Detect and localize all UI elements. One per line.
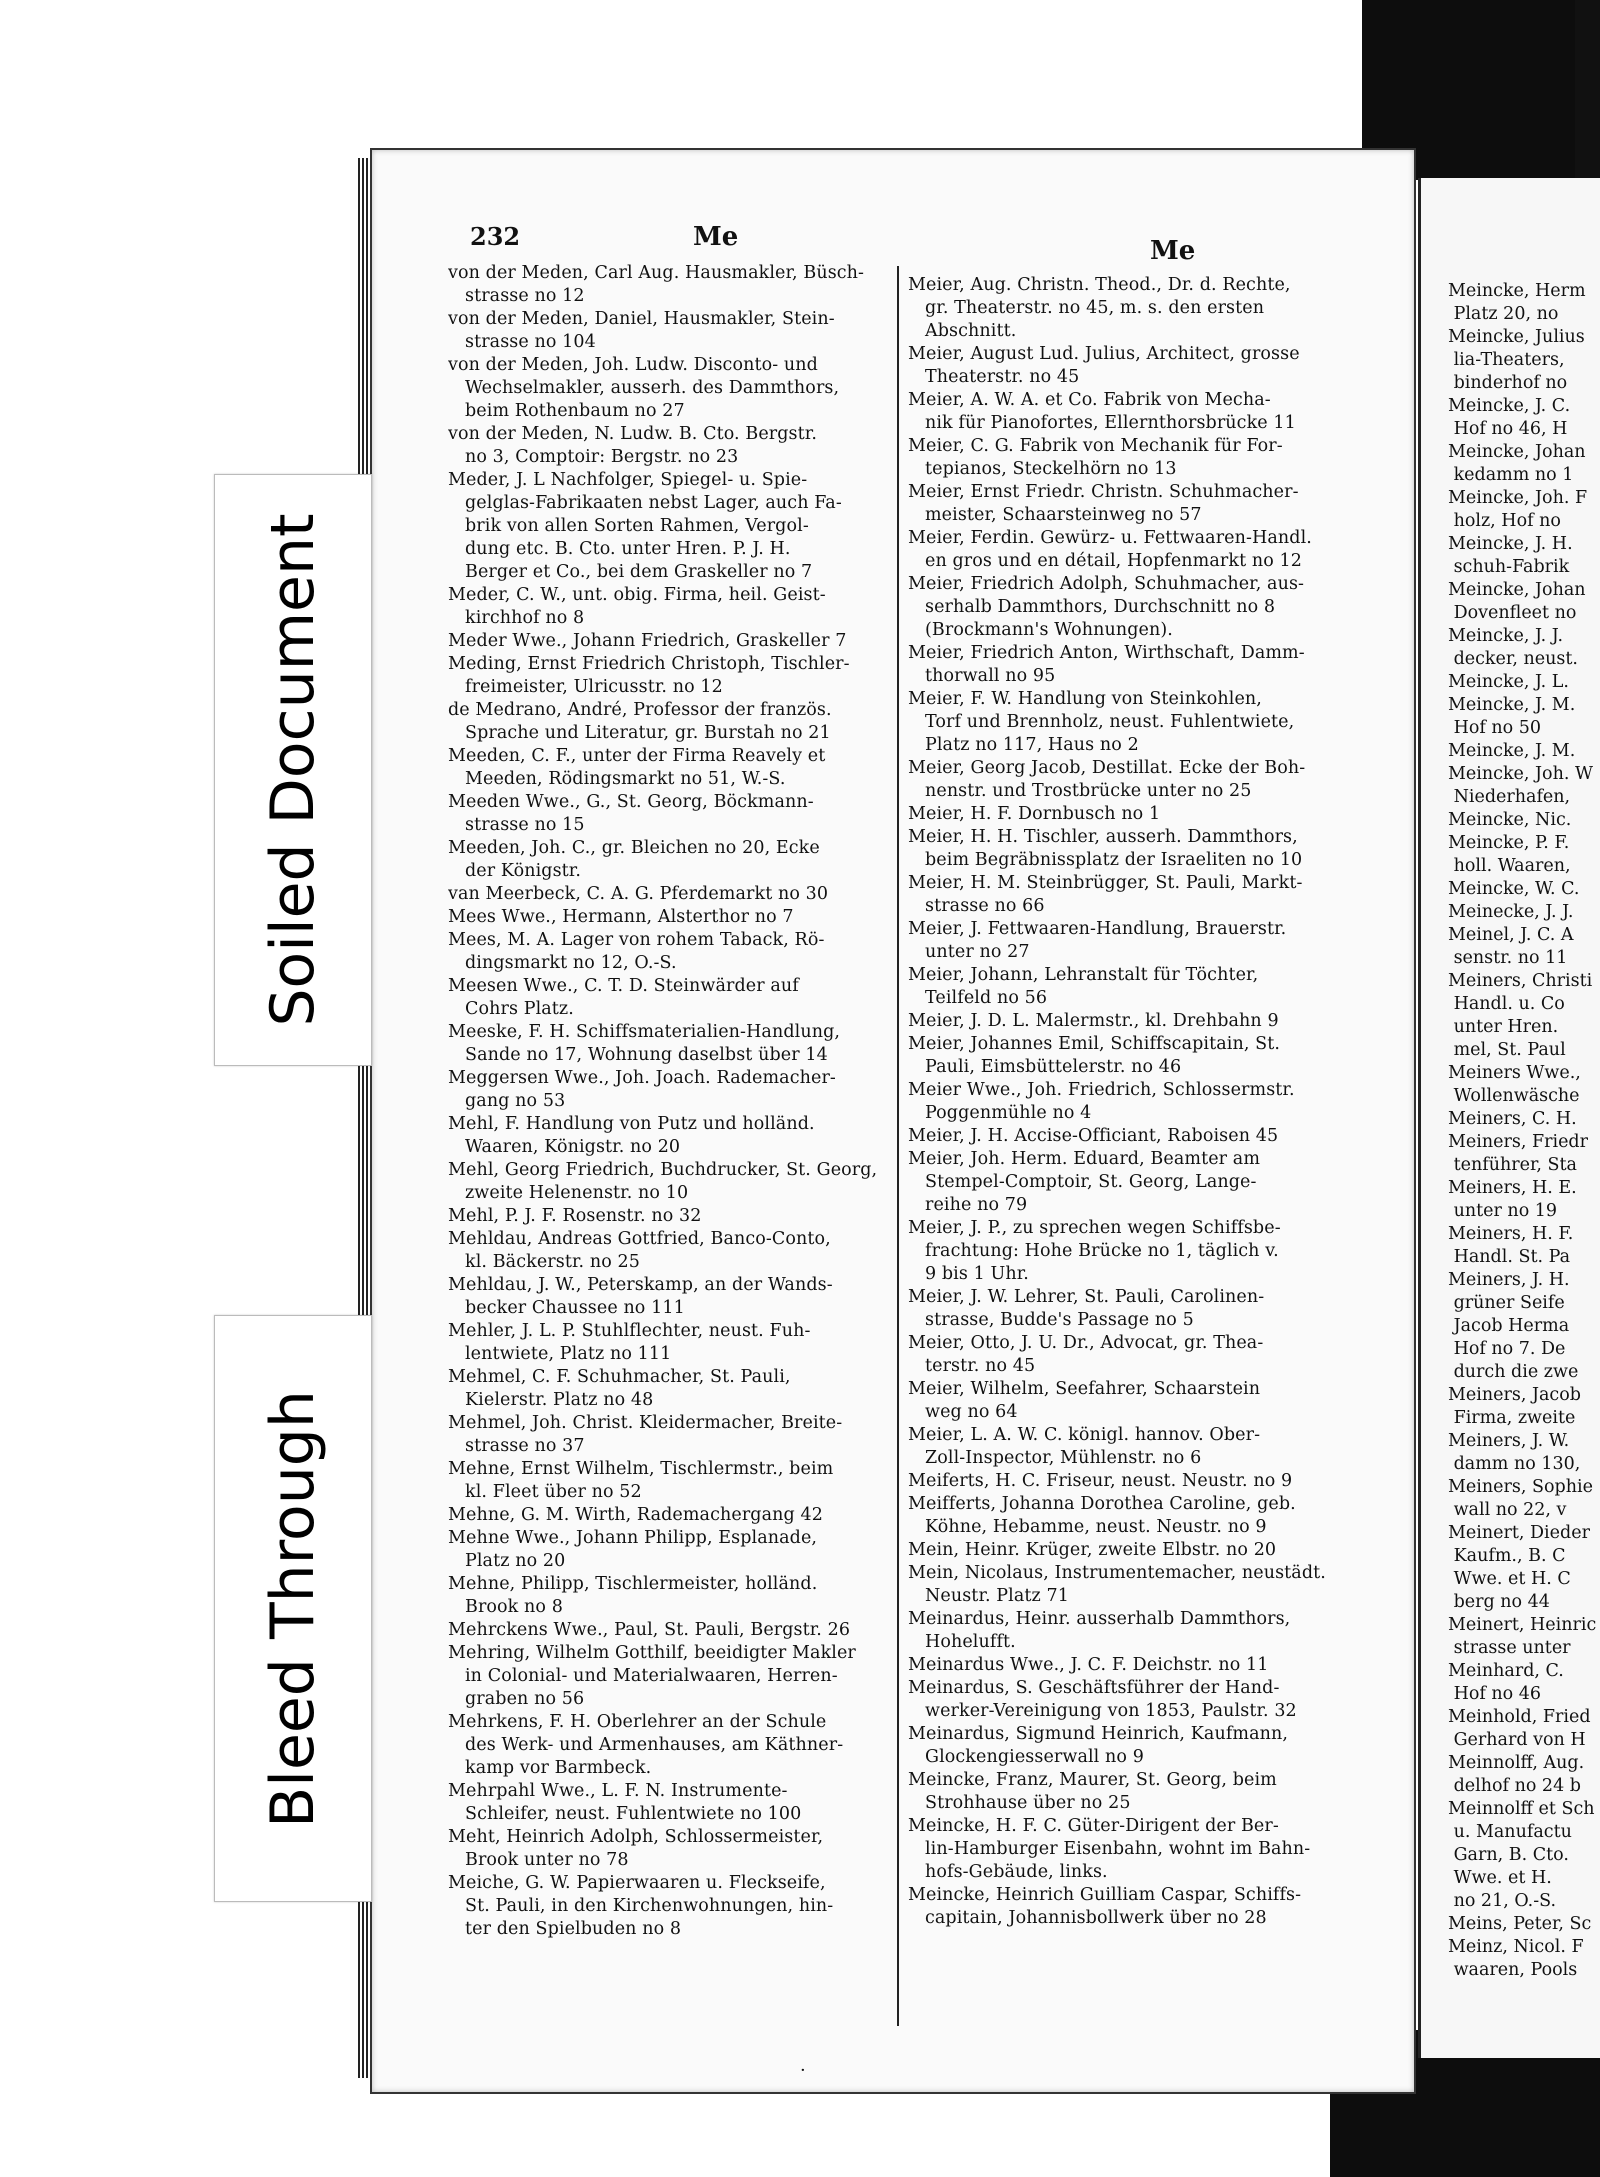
directory-line: nenstr. und Trostbrücke unter no 25 bbox=[908, 781, 1252, 801]
directory-line: Meincke, J. J. bbox=[1448, 626, 1564, 646]
directory-line: damm no 130, bbox=[1448, 1454, 1581, 1474]
directory-line: beim Rothenbaum no 27 bbox=[448, 401, 685, 421]
directory-line: Niederhafen, bbox=[1448, 787, 1571, 807]
directory-line: Meincke, J. L. bbox=[1448, 672, 1569, 692]
directory-line: Hof no 46 bbox=[1448, 1684, 1542, 1704]
directory-line: capitain, Johannisbollwerk über no 28 bbox=[908, 1908, 1267, 1928]
directory-line: von der Meden, Carl Aug. Hausmakler, Büsch- bbox=[448, 263, 865, 283]
directory-line: tepianos, Steckelhörn no 13 bbox=[908, 459, 1177, 479]
directory-line: Mehne, Philipp, Tischlermeister, holländ. bbox=[448, 1574, 818, 1594]
directory-line: Meier, J. W. Lehrer, St. Pauli, Carolinen- bbox=[908, 1287, 1265, 1307]
directory-line: Gerhard von H bbox=[1448, 1730, 1586, 1750]
directory-line: Meier, L. A. W. C. königl. hannov. Ober- bbox=[908, 1425, 1261, 1445]
directory-line: Meier, J. P., zu sprechen wegen Schiffsbe- bbox=[908, 1218, 1281, 1238]
directory-line: Meinz, Nicol. F bbox=[1448, 1937, 1584, 1957]
directory-line: brik von allen Sorten Rahmen, Vergol- bbox=[448, 516, 809, 536]
directory-line: Meiners, Sophie bbox=[1448, 1477, 1593, 1497]
directory-line: Mehldau, Andreas Gottfried, Banco-Conto, bbox=[448, 1229, 831, 1249]
directory-line: Meier, H. H. Tischler, ausserh. Dammthors, bbox=[908, 827, 1298, 847]
directory-line: en gros und en détail, Hopfenmarkt no 12 bbox=[908, 551, 1302, 571]
directory-line: Zoll-Inspector, Mühlenstr. no 6 bbox=[908, 1448, 1202, 1468]
directory-line: lin-Hamburger Eisenbahn, wohnt im Bahn- bbox=[908, 1839, 1311, 1859]
directory-line: lia-Theaters, bbox=[1448, 350, 1565, 370]
directory-line: weg no 64 bbox=[908, 1402, 1018, 1422]
directory-line: des Werk- und Armenhauses, am Käthner- bbox=[448, 1735, 844, 1755]
directory-line: Meier Wwe., Joh. Friedrich, Schlossermstr. bbox=[908, 1080, 1295, 1100]
directory-line: reihe no 79 bbox=[908, 1195, 1028, 1215]
directory-line: Meiners, Jacob bbox=[1448, 1385, 1581, 1405]
directory-line: Mehmel, Joh. Christ. Kleidermacher, Breite- bbox=[448, 1413, 843, 1433]
directory-line: von der Meden, Joh. Ludw. Disconto- und bbox=[448, 355, 818, 375]
directory-line: Abschnitt. bbox=[908, 321, 1017, 341]
directory-line: grüner Seife bbox=[1448, 1293, 1565, 1313]
directory-line: strasse unter bbox=[1448, 1638, 1571, 1658]
directory-line: Meeden Wwe., G., St. Georg, Böckmann- bbox=[448, 792, 814, 812]
directory-line: waaren, Pools bbox=[1448, 1960, 1578, 1980]
directory-line: Mehl, F. Handlung von Putz und holländ. bbox=[448, 1114, 815, 1134]
bleed-through-tab bbox=[214, 1315, 372, 1902]
directory-line: no 3, Comptoir: Bergstr. no 23 bbox=[448, 447, 739, 467]
directory-line: Platz 20, no bbox=[1448, 304, 1559, 324]
directory-line: Meincke, Julius bbox=[1448, 327, 1585, 347]
directory-line: Brook unter no 78 bbox=[448, 1850, 629, 1870]
directory-line: Mehne, Ernst Wilhelm, Tischlermstr., beim bbox=[448, 1459, 834, 1479]
left-column bbox=[448, 262, 892, 1941]
directory-line: Meier, J. Fettwaaren-Handlung, Brauerstr. bbox=[908, 919, 1287, 939]
directory-line: Meeden, C. F., unter der Firma Reavely et bbox=[448, 746, 826, 766]
directory-line: Meier, Otto, J. U. Dr., Advocat, gr. Thea- bbox=[908, 1333, 1264, 1353]
directory-line: Meinert, Heinric bbox=[1448, 1615, 1597, 1635]
directory-line: Wwe. et H. C bbox=[1448, 1569, 1571, 1589]
soiled-document-tab bbox=[214, 474, 372, 1066]
directory-line: Meiners, J. W. bbox=[1448, 1431, 1570, 1451]
directory-line: u. Manufactu bbox=[1448, 1822, 1572, 1842]
directory-line: van Meerbeck, C. A. G. Pferdemarkt no 30 bbox=[448, 884, 829, 904]
directory-line: 9 bis 1 Uhr. bbox=[908, 1264, 1029, 1284]
directory-line: gang no 53 bbox=[448, 1091, 566, 1111]
directory-line: gelglas-Fabrikaaten nebst Lager, auch Fa- bbox=[448, 493, 842, 513]
directory-line: Mehrckens Wwe., Paul, St. Pauli, Bergstr. 26 bbox=[448, 1620, 851, 1640]
directory-line: Sprache und Literatur, gr. Burstah no 21 bbox=[448, 723, 831, 743]
directory-line: Meiners, H. E. bbox=[1448, 1178, 1577, 1198]
directory-line: Mein, Nicolaus, Instrumentemacher, neustädt. bbox=[908, 1563, 1326, 1583]
directory-line: kedamm no 1 bbox=[1448, 465, 1574, 485]
directory-line: graben no 56 bbox=[448, 1689, 585, 1709]
directory-line: Mehrpahl Wwe., L. F. N. Instrumente- bbox=[448, 1781, 788, 1801]
directory-line: Mein, Heinr. Krüger, zweite Elbstr. no 20 bbox=[908, 1540, 1277, 1560]
directory-line: Meesen Wwe., C. T. D. Steinwärder auf bbox=[448, 976, 799, 996]
running-head-left: Me bbox=[693, 222, 739, 252]
directory-line: Meiche, G. W. Papierwaaren u. Fleckseife, bbox=[448, 1873, 826, 1893]
directory-line: beim Begräbnissplatz der Israeliten no 10 bbox=[908, 850, 1303, 870]
directory-line: von der Meden, Daniel, Hausmakler, Stein- bbox=[448, 309, 835, 329]
directory-line: Schleifer, neust. Fuhlentwiete no 100 bbox=[448, 1804, 802, 1824]
directory-line: Meier, Georg Jacob, Destillat. Ecke der Boh- bbox=[908, 758, 1306, 778]
directory-line: Mehldau, J. W., Peterskamp, an der Wands- bbox=[448, 1275, 833, 1295]
directory-line: unter Hren. bbox=[1448, 1017, 1559, 1037]
directory-line: Meding, Ernst Friedrich Christoph, Tischler- bbox=[448, 654, 850, 674]
directory-line: Meier, H. F. Dornbusch no 1 bbox=[908, 804, 1161, 824]
directory-line: strasse no 66 bbox=[908, 896, 1045, 916]
directory-line: Meincke, W. C. bbox=[1448, 879, 1580, 899]
directory-line: Meifferts, Johanna Dorothea Caroline, geb. bbox=[908, 1494, 1296, 1514]
directory-line: Meincke, J. M. bbox=[1448, 741, 1576, 761]
directory-line: Mees Wwe., Hermann, Alsterthor no 7 bbox=[448, 907, 794, 927]
directory-line: berg no 44 bbox=[1448, 1592, 1550, 1612]
directory-line: Meier, Ernst Friedr. Christn. Schuhmacher- bbox=[908, 482, 1299, 502]
right-column bbox=[908, 274, 1400, 1930]
directory-line: Meier, H. M. Steinbrügger, St. Pauli, Markt- bbox=[908, 873, 1303, 893]
directory-line: Meier, Ferdin. Gewürz- u. Fettwaaren-Handl. bbox=[908, 528, 1312, 548]
page-number: 232 bbox=[470, 222, 521, 251]
directory-line: strasse, Budde's Passage no 5 bbox=[908, 1310, 1194, 1330]
column-rule bbox=[897, 266, 899, 2026]
directory-line: Neustr. Platz 71 bbox=[908, 1586, 1069, 1606]
directory-line: Meinhold, Fried bbox=[1448, 1707, 1591, 1727]
directory-line: becker Chaussee no 111 bbox=[448, 1298, 685, 1318]
directory-line: freimeister, Ulricusstr. no 12 bbox=[448, 677, 723, 697]
directory-line: Garn, B. Cto. bbox=[1448, 1845, 1569, 1865]
directory-line: hofs-Gebäude, links. bbox=[908, 1862, 1108, 1882]
directory-line: Teilfeld no 56 bbox=[908, 988, 1048, 1008]
directory-line: Mehne, G. M. Wirth, Rademachergang 42 bbox=[448, 1505, 823, 1525]
directory-line: Meincke, Joh. W bbox=[1448, 764, 1593, 784]
directory-line: Meiners, C. H. bbox=[1448, 1109, 1577, 1129]
directory-line: Theaterstr. no 45 bbox=[908, 367, 1080, 387]
directory-line: Meier, Johann, Lehranstalt für Töchter, bbox=[908, 965, 1259, 985]
directory-line: Wechselmakler, ausserh. des Dammthors, bbox=[448, 378, 840, 398]
directory-line: Meincke, Johan bbox=[1448, 580, 1586, 600]
adjacent-page-column bbox=[1448, 280, 1596, 1982]
directory-line: Köhne, Hebamme, neust. Neustr. no 9 bbox=[908, 1517, 1267, 1537]
directory-line: Meinert, Dieder bbox=[1448, 1523, 1590, 1543]
directory-line: Hof no 50 bbox=[1448, 718, 1542, 738]
directory-line: Wwe. et H. bbox=[1448, 1868, 1552, 1888]
directory-line: Meeske, F. H. Schiffsmaterialien-Handlung, bbox=[448, 1022, 841, 1042]
directory-line: Mehne Wwe., Johann Philipp, Esplanade, bbox=[448, 1528, 818, 1548]
directory-line: decker, neust. bbox=[1448, 649, 1578, 669]
directory-line: Meincke, J. H. bbox=[1448, 534, 1573, 554]
directory-line: Meinardus, Heinr. ausserhalb Dammthors, bbox=[908, 1609, 1291, 1629]
running-head-right: Me bbox=[1150, 236, 1196, 266]
directory-line: Mehler, J. L. P. Stuhlflechter, neust. Fuh- bbox=[448, 1321, 811, 1341]
directory-line: thorwall no 95 bbox=[908, 666, 1056, 686]
directory-line: Mehmel, C. F. Schuhmacher, St. Pauli, bbox=[448, 1367, 791, 1387]
directory-line: Platz no 20 bbox=[448, 1551, 566, 1571]
directory-line: Sande no 17, Wohnung daselbst über 14 bbox=[448, 1045, 828, 1065]
directory-line: Meier, Friedrich Adolph, Schuhmacher, aus- bbox=[908, 574, 1305, 594]
directory-line: Meggersen Wwe., Joh. Joach. Rademacher- bbox=[448, 1068, 836, 1088]
page-footer-mark: · bbox=[800, 2060, 806, 2081]
soiled-document-label: Soiled Document bbox=[258, 513, 328, 1027]
directory-line: Meier, A. W. A. et Co. Fabrik von Mecha- bbox=[908, 390, 1271, 410]
directory-line: Jacob Herma bbox=[1448, 1316, 1570, 1336]
directory-line: Meinecke, J. J. bbox=[1448, 902, 1574, 922]
directory-line: Meinnolff, Aug. bbox=[1448, 1753, 1585, 1773]
directory-line: Meeden, Rödingsmarkt no 51, W.-S. bbox=[448, 769, 786, 789]
directory-line: Meht, Heinrich Adolph, Schlossermeister, bbox=[448, 1827, 824, 1847]
directory-line: in Colonial- und Materialwaaren, Herren- bbox=[448, 1666, 838, 1686]
directory-line: durch die zwe bbox=[1448, 1362, 1579, 1382]
directory-line: Meier, Friedrich Anton, Wirthschaft, Damm- bbox=[908, 643, 1305, 663]
directory-line: Mehl, P. J. F. Rosenstr. no 32 bbox=[448, 1206, 702, 1226]
directory-line: delhof no 24 b bbox=[1448, 1776, 1581, 1796]
directory-line: Meder, J. L Nachfolger, Spiegel- u. Spie- bbox=[448, 470, 808, 490]
directory-line: Meier, F. W. Handlung von Steinkohlen, bbox=[908, 689, 1262, 709]
directory-line: frachtung: Hohe Brücke no 1, täglich v. bbox=[908, 1241, 1279, 1261]
directory-line: Meier, J. H. Accise-Officiant, Raboisen 45 bbox=[908, 1126, 1279, 1146]
directory-line: zweite Helenenstr. no 10 bbox=[448, 1183, 689, 1203]
directory-line: Meiners, H. F. bbox=[1448, 1224, 1574, 1244]
bleed-through-label: Bleed Through bbox=[258, 1389, 328, 1828]
directory-line: Meincke, Johan bbox=[1448, 442, 1586, 462]
directory-line: Meier, Johannes Emil, Schiffscapitain, St. bbox=[908, 1034, 1281, 1054]
directory-line: Mehring, Wilhelm Gotthilf, beeidigter Makler bbox=[448, 1643, 856, 1663]
directory-line: Meier, Aug. Christn. Theod., Dr. d. Rechte, bbox=[908, 275, 1291, 295]
directory-line: Meincke, J. C. bbox=[1448, 396, 1571, 416]
directory-line: nik für Pianofortes, Ellernthorsbrücke 11 bbox=[908, 413, 1296, 433]
directory-line: Berger et Co., bei dem Graskeller no 7 bbox=[448, 562, 813, 582]
directory-line: strasse no 104 bbox=[448, 332, 596, 352]
directory-line: kl. Bäckerstr. no 25 bbox=[448, 1252, 640, 1272]
directory-line: Meiners Wwe., bbox=[1448, 1063, 1581, 1083]
directory-line: strasse no 37 bbox=[448, 1436, 585, 1456]
directory-line: Hof no 46, H bbox=[1448, 419, 1568, 439]
directory-line: holz, Hof no bbox=[1448, 511, 1561, 531]
directory-line: Meier, C. G. Fabrik von Mechanik für For- bbox=[908, 436, 1283, 456]
directory-line: Kielerstr. Platz no 48 bbox=[448, 1390, 654, 1410]
directory-line: dung etc. B. Cto. unter Hren. P. J. H. bbox=[448, 539, 791, 559]
directory-line: terstr. no 45 bbox=[908, 1356, 1036, 1376]
directory-line: Torf und Brennholz, neust. Fuhlentwiete, bbox=[908, 712, 1295, 732]
directory-line: Brook no 8 bbox=[448, 1597, 563, 1617]
directory-line: Meins, Peter, Sc bbox=[1448, 1914, 1592, 1934]
directory-line: ter den Spielbuden no 8 bbox=[448, 1919, 682, 1939]
directory-line: strasse no 15 bbox=[448, 815, 585, 835]
directory-line: de Medrano, André, Professor der französ. bbox=[448, 700, 832, 720]
directory-line: Meiferts, H. C. Friseur, neust. Neustr. no 9 bbox=[908, 1471, 1293, 1491]
directory-line: Meiners, Friedr bbox=[1448, 1132, 1588, 1152]
directory-line: Meincke, J. M. bbox=[1448, 695, 1576, 715]
directory-line: Meier, Wilhelm, Seefahrer, Schaarstein bbox=[908, 1379, 1261, 1399]
directory-line: Cohrs Platz. bbox=[448, 999, 574, 1019]
directory-line: dingsmarkt no 12, O.-S. bbox=[448, 953, 677, 973]
directory-line: Meinardus, Sigmund Heinrich, Kaufmann, bbox=[908, 1724, 1289, 1744]
directory-line: wall no 22, v bbox=[1448, 1500, 1567, 1520]
directory-line: St. Pauli, in den Kirchenwohnungen, hin- bbox=[448, 1896, 834, 1916]
directory-line: Meincke, Franz, Maurer, St. Georg, beim bbox=[908, 1770, 1277, 1790]
directory-line: Meier, August Lud. Julius, Architect, grosse bbox=[908, 344, 1300, 364]
directory-line: Meiners, Christi bbox=[1448, 971, 1593, 991]
directory-line: kl. Fleet über no 52 bbox=[448, 1482, 642, 1502]
directory-line: Handl. u. Co bbox=[1448, 994, 1565, 1014]
directory-line: Firma, zweite bbox=[1448, 1408, 1576, 1428]
directory-line: kamp vor Barmbeck. bbox=[448, 1758, 652, 1778]
directory-line: serhalb Dammthors, Durchschnitt no 8 bbox=[908, 597, 1276, 617]
directory-line: (Brockmann's Wohnungen). bbox=[908, 620, 1173, 640]
directory-line: Mehrkens, F. H. Oberlehrer an der Schule bbox=[448, 1712, 827, 1732]
directory-line: strasse no 12 bbox=[448, 286, 585, 306]
directory-line: Strohhause über no 25 bbox=[908, 1793, 1131, 1813]
directory-line: Platz no 117, Haus no 2 bbox=[908, 735, 1139, 755]
directory-line: Stempel-Comptoir, St. Georg, Lange- bbox=[908, 1172, 1257, 1192]
directory-line: werker-Vereinigung von 1853, Paulstr. 32 bbox=[908, 1701, 1297, 1721]
directory-line: Meincke, H. F. C. Güter-Dirigent der Ber- bbox=[908, 1816, 1279, 1836]
directory-line: gr. Theaterstr. no 45, m. s. den ersten bbox=[908, 298, 1265, 318]
directory-line: Meincke, Joh. F bbox=[1448, 488, 1588, 508]
directory-line: meister, Schaarsteinweg no 57 bbox=[908, 505, 1202, 525]
directory-line: Meincke, Herm bbox=[1448, 281, 1586, 301]
directory-line: der Königstr. bbox=[448, 861, 582, 881]
directory-line: Meier, J. D. L. Malermstr., kl. Drehbahn 9 bbox=[908, 1011, 1279, 1031]
directory-line: Meincke, Heinrich Guilliam Caspar, Schiffs- bbox=[908, 1885, 1302, 1905]
directory-line: Glockengiesserwall no 9 bbox=[908, 1747, 1144, 1767]
directory-line: mel, St. Paul bbox=[1448, 1040, 1566, 1060]
directory-line: Meincke, Nic. bbox=[1448, 810, 1572, 830]
directory-line: tenführer, Sta bbox=[1448, 1155, 1577, 1175]
directory-line: Meder Wwe., Johann Friedrich, Graskeller 7 bbox=[448, 631, 847, 651]
directory-line: schuh-Fabrik bbox=[1448, 557, 1570, 577]
directory-line: Meier, Joh. Herm. Eduard, Beamter am bbox=[908, 1149, 1261, 1169]
directory-line: Dovenfleet no bbox=[1448, 603, 1577, 623]
directory-line: unter no 27 bbox=[908, 942, 1030, 962]
directory-line: holl. Waaren, bbox=[1448, 856, 1571, 876]
directory-line: binderhof no bbox=[1448, 373, 1568, 393]
directory-line: Meinhard, C. bbox=[1448, 1661, 1564, 1681]
directory-line: Waaren, Königstr. no 20 bbox=[448, 1137, 681, 1157]
directory-line: Hohelufft. bbox=[908, 1632, 1016, 1652]
directory-line: Meeden, Joh. C., gr. Bleichen no 20, Ecke bbox=[448, 838, 820, 858]
directory-line: Handl. St. Pa bbox=[1448, 1247, 1571, 1267]
directory-line: senstr. no 11 bbox=[1448, 948, 1568, 968]
directory-line: no 21, O.-S. bbox=[1448, 1891, 1557, 1911]
directory-line: Meder, C. W., unt. obig. Firma, heil. Geist- bbox=[448, 585, 826, 605]
directory-line: Poggenmühle no 4 bbox=[908, 1103, 1092, 1123]
directory-line: Meincke, P. F. bbox=[1448, 833, 1570, 853]
directory-line: Meinel, J. C. A bbox=[1448, 925, 1574, 945]
directory-line: Meinnolff et Sch bbox=[1448, 1799, 1595, 1819]
directory-line: Meinardus Wwe., J. C. F. Deichstr. no 11 bbox=[908, 1655, 1269, 1675]
directory-line: kirchhof no 8 bbox=[448, 608, 585, 628]
directory-line: Mehl, Georg Friedrich, Buchdrucker, St. Georg, bbox=[448, 1160, 878, 1180]
directory-line: lentwiete, Platz no 111 bbox=[448, 1344, 672, 1364]
directory-line: Meiners, J. H. bbox=[1448, 1270, 1570, 1290]
directory-line: Wollenwäsche bbox=[1448, 1086, 1580, 1106]
directory-line: Kaufm., B. C bbox=[1448, 1546, 1566, 1566]
directory-line: Mees, M. A. Lager von rohem Taback, Rö- bbox=[448, 930, 825, 950]
directory-line: Meinardus, S. Geschäftsführer der Hand- bbox=[908, 1678, 1280, 1698]
directory-line: Hof no 7. De bbox=[1448, 1339, 1566, 1359]
directory-line: von der Meden, N. Ludw. B. Cto. Bergstr. bbox=[448, 424, 817, 444]
directory-line: unter no 19 bbox=[1448, 1201, 1558, 1221]
directory-line: Pauli, Eimsbüttelerstr. no 46 bbox=[908, 1057, 1182, 1077]
